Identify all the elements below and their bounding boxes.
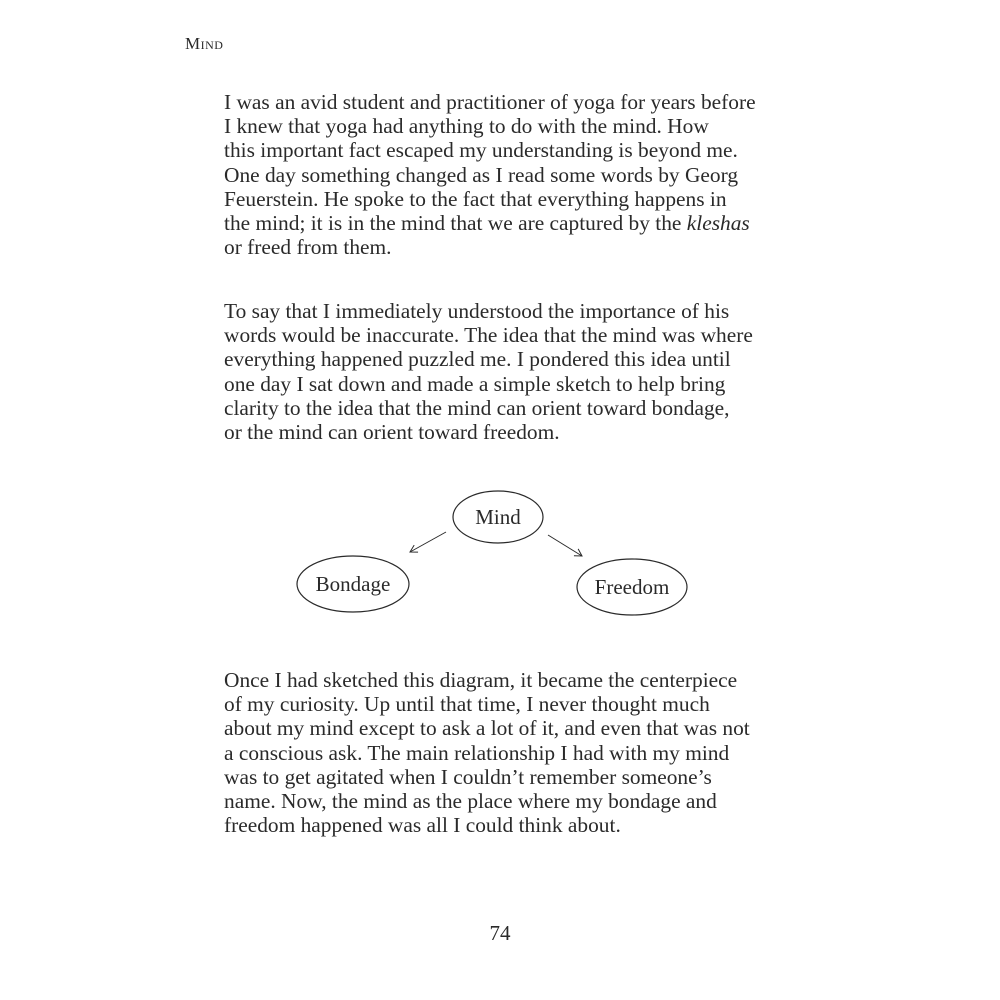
mind-label: Mind [475, 505, 521, 529]
running-head: Mind [185, 34, 224, 53]
text-line: of my curiosity. Up until that time, I never thought much [224, 692, 710, 717]
text-line: clarity to the idea that the mind can orient toward bondage, [224, 395, 730, 420]
kleshas-term: kleshas [686, 211, 750, 236]
text-line: To say that I immediately understood the importance of his [224, 299, 730, 323]
text-line-with-term [224, 211, 784, 235]
text-line: I knew that yoga had anything to do with the mind. How [224, 114, 709, 139]
text-line: or the mind can orient toward freedom. [224, 420, 560, 445]
arrow-to-freedom [548, 535, 582, 556]
freedom-label: Freedom [594, 575, 670, 599]
text-line: One day something changed as I read some words by Georg [224, 162, 739, 187]
text-line: about my mind except to ask a lot of it, and even that was not [224, 716, 750, 741]
text-line: freedom happened was all I could think about. [224, 813, 621, 838]
text-line: I was an avid student and practitioner of yoga for years before [224, 90, 756, 114]
text-line: everything happened puzzled me. I pondered this idea until [224, 347, 731, 372]
text-line: a conscious ask. The main relationship I had with my mind [224, 740, 730, 765]
paragraph-1 [224, 90, 784, 259]
text-line: Once I had sketched this diagram, it became the centerpiece [224, 668, 738, 692]
paragraph-3 [224, 668, 784, 837]
bondage-label: Bondage [315, 572, 391, 596]
page-number: 74 [489, 921, 511, 945]
text-line: Feuerstein. He spoke to the fact that everything happens in [224, 186, 727, 211]
arrow-to-bondage [410, 532, 446, 552]
text-line: this important fact escaped my understanding is beyond me. [224, 138, 738, 163]
paragraph-2 [224, 299, 784, 444]
text-line: one day I sat down and made a simple sketch to help bring [224, 371, 726, 396]
text-line: name. Now, the mind as the place where my bondage and [224, 789, 717, 814]
text-line: or freed from them. [224, 235, 392, 260]
text-fragment: the mind; it is in the mind that we are captured by the [224, 211, 687, 236]
text-line: was to get agitated when I couldn’t remember someone’s [224, 764, 712, 789]
text-line: words would be inaccurate. The idea that the mind was where [224, 323, 753, 348]
mind-diagram [290, 490, 700, 620]
